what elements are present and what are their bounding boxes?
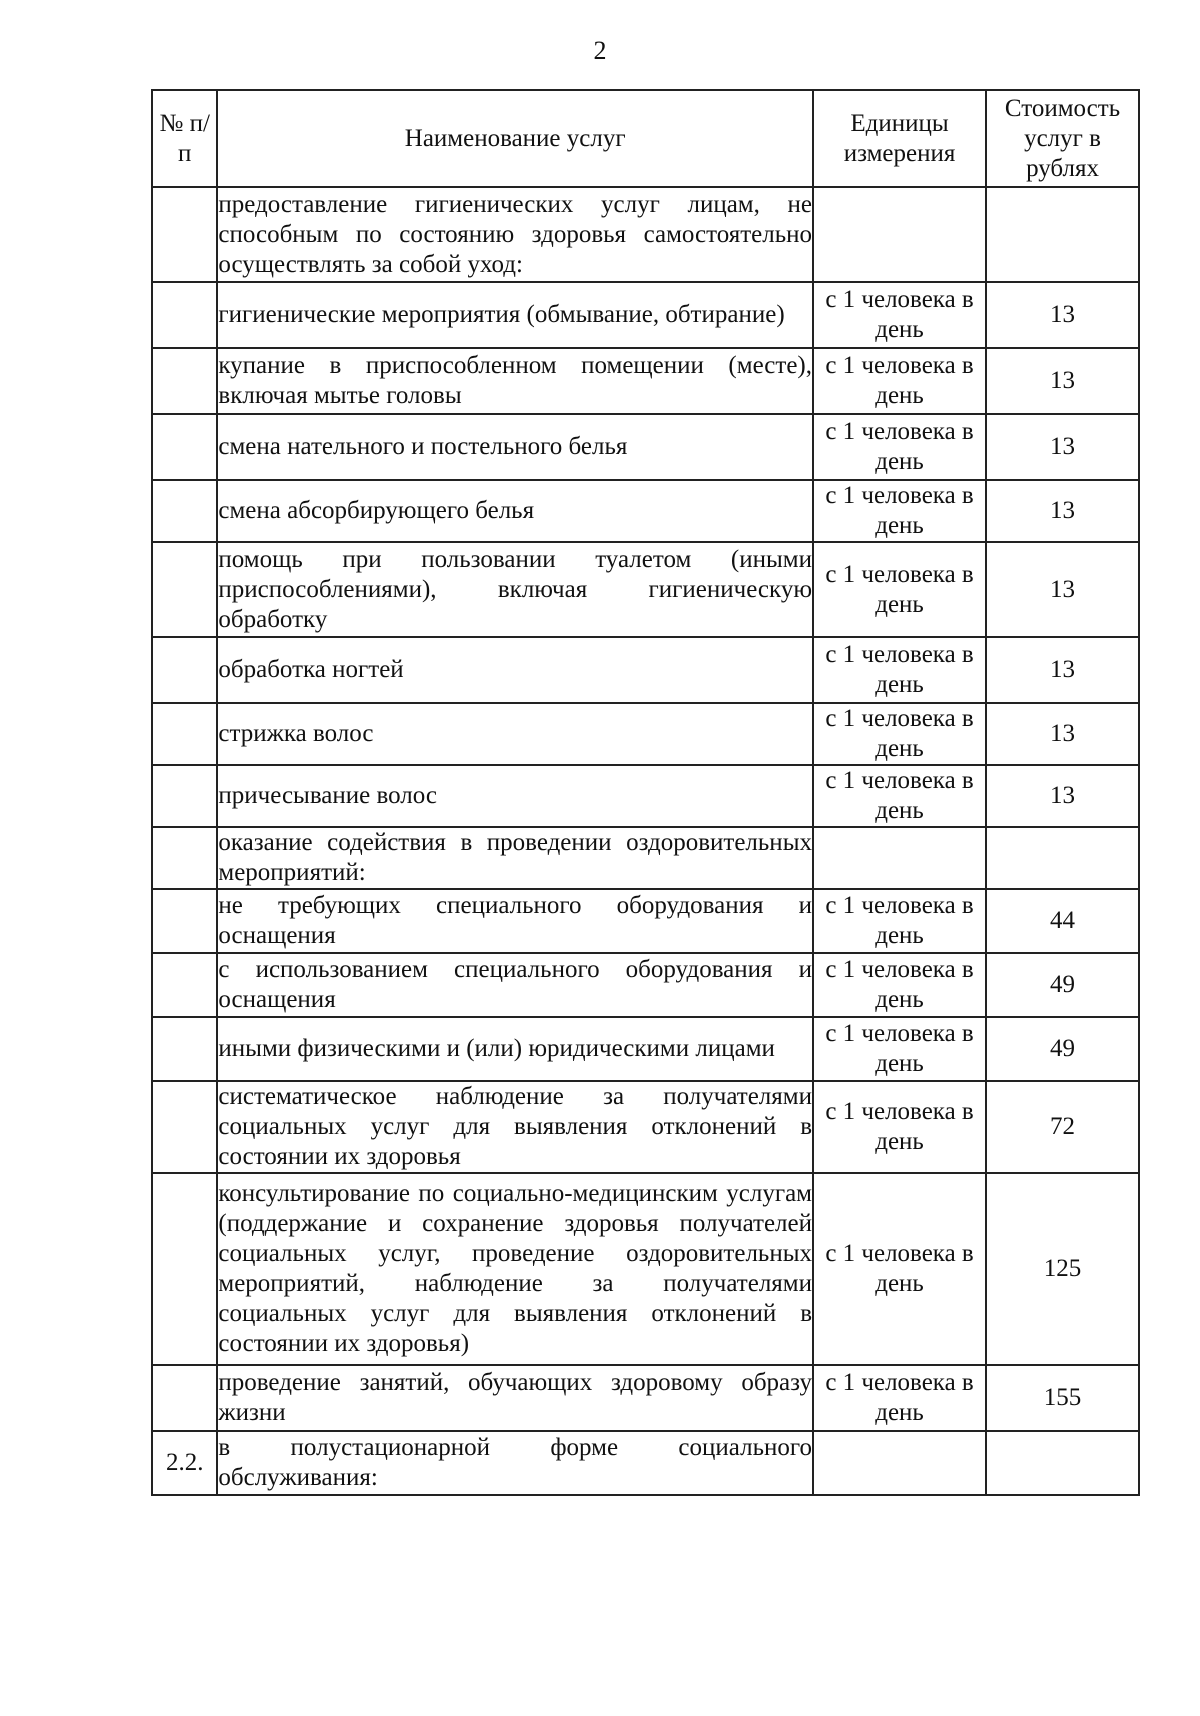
table-row — [152, 542, 1139, 637]
row-service-name: смена абсорбирующего белья — [217, 480, 813, 542]
row-service-name: помощь при пользовании туалетом (иными приспособлениями), включая гигиеническую обработку — [217, 542, 813, 637]
row-num — [152, 889, 217, 953]
row-num — [152, 1365, 217, 1431]
row-price: 49 — [986, 1017, 1139, 1081]
header-price: Стоимость услуг в рублях — [986, 90, 1139, 187]
row-unit — [813, 827, 986, 889]
row-unit: с 1 человека в день — [813, 703, 986, 765]
row-unit: с 1 человека в день — [813, 765, 986, 827]
table-body — [152, 187, 1139, 1495]
row-price: 13 — [986, 703, 1139, 765]
row-num — [152, 953, 217, 1017]
row-num — [152, 1017, 217, 1081]
page-number: 2 — [593, 36, 607, 65]
row-price — [986, 827, 1139, 889]
row-unit — [813, 1431, 986, 1495]
row-unit: с 1 человека в день — [813, 1173, 986, 1365]
row-unit: с 1 человека в день — [813, 348, 986, 414]
row-num — [152, 414, 217, 480]
row-price: 44 — [986, 889, 1139, 953]
row-price: 125 — [986, 1173, 1139, 1365]
row-service-name: купание в приспособленном помещении (месте), включая мытье головы — [217, 348, 813, 414]
row-price: 13 — [986, 542, 1139, 637]
table-row — [152, 1431, 1139, 1495]
row-unit — [813, 187, 986, 282]
table-row — [152, 827, 1139, 889]
table-row — [152, 1081, 1139, 1173]
row-service-name: не требующих специального оборудования и оснащения — [217, 889, 813, 953]
row-unit: с 1 человека в день — [813, 953, 986, 1017]
row-price: 13 — [986, 282, 1139, 348]
row-service-name: причесывание волос — [217, 765, 813, 827]
row-service-name: стрижка волос — [217, 703, 813, 765]
row-price: 13 — [986, 480, 1139, 542]
header-num: № п/п — [152, 90, 217, 187]
row-num — [152, 348, 217, 414]
row-price: 13 — [986, 637, 1139, 703]
row-price: 49 — [986, 953, 1139, 1017]
row-price: 13 — [986, 765, 1139, 827]
row-unit: с 1 человека в день — [813, 637, 986, 703]
table-row — [152, 187, 1139, 282]
table-header-row — [152, 90, 1139, 187]
services-price-table — [151, 89, 1140, 1496]
header-unit: Единицы измерения — [813, 90, 986, 187]
row-price: 72 — [986, 1081, 1139, 1173]
row-num — [152, 542, 217, 637]
row-num — [152, 827, 217, 889]
row-service-name: систематическое наблюдение за получателями социальных услуг для выявления отклонений в состоянии их здоровья — [217, 1081, 813, 1173]
row-unit: с 1 человека в день — [813, 414, 986, 480]
header-name: Наименование услуг — [217, 90, 813, 187]
row-service-name: предоставление гигиенических услуг лицам, не способным по состоянию здоровья самостоятельно осуществлять за собой уход: — [217, 187, 813, 282]
row-unit: с 1 человека в день — [813, 480, 986, 542]
row-price: 13 — [986, 348, 1139, 414]
row-price: 155 — [986, 1365, 1139, 1431]
row-unit: с 1 человека в день — [813, 1081, 986, 1173]
row-num — [152, 637, 217, 703]
row-num: 2.2. — [152, 1431, 217, 1495]
row-num — [152, 187, 217, 282]
row-unit: с 1 человека в день — [813, 1365, 986, 1431]
row-service-name: в полустационарной форме социального обслуживания: — [217, 1431, 813, 1495]
row-unit: с 1 человека в день — [813, 1017, 986, 1081]
row-unit: с 1 человека в день — [813, 542, 986, 637]
table-row — [152, 480, 1139, 542]
table-row — [152, 1173, 1139, 1365]
row-service-name: с использованием специального оборудования и оснащения — [217, 953, 813, 1017]
table-row — [152, 765, 1139, 827]
row-service-name: иными физическими и (или) юридическими лицами — [217, 1017, 813, 1081]
row-service-name: гигиенические мероприятия (обмывание, обтирание) — [217, 282, 813, 348]
table-row — [152, 703, 1139, 765]
table-row — [152, 348, 1139, 414]
table-row — [152, 1017, 1139, 1081]
table-row — [152, 637, 1139, 703]
table-row — [152, 889, 1139, 953]
row-price: 13 — [986, 414, 1139, 480]
table-row — [152, 953, 1139, 1017]
row-num — [152, 1081, 217, 1173]
table-row — [152, 1365, 1139, 1431]
row-unit: с 1 человека в день — [813, 889, 986, 953]
row-service-name: оказание содействия в проведении оздоровительных мероприятий: — [217, 827, 813, 889]
row-service-name: обработка ногтей — [217, 637, 813, 703]
row-price — [986, 187, 1139, 282]
row-num — [152, 765, 217, 827]
table-row — [152, 414, 1139, 480]
row-service-name: смена нательного и постельного белья — [217, 414, 813, 480]
row-num — [152, 1173, 217, 1365]
row-service-name: проведение занятий, обучающих здоровому образу жизни — [217, 1365, 813, 1431]
row-price — [986, 1431, 1139, 1495]
row-service-name: консультирование по социально-медицинским услугам (поддержание и сохранение здоровья получателей социальных услуг, проведение оздоровительных мероприятий, наблюдение за получателями социальных услуг для выявления отклонений в состоянии их здоровья) — [217, 1173, 813, 1365]
row-unit: с 1 человека в день — [813, 282, 986, 348]
row-num — [152, 480, 217, 542]
row-num — [152, 282, 217, 348]
row-num — [152, 703, 217, 765]
table-row — [152, 282, 1139, 348]
